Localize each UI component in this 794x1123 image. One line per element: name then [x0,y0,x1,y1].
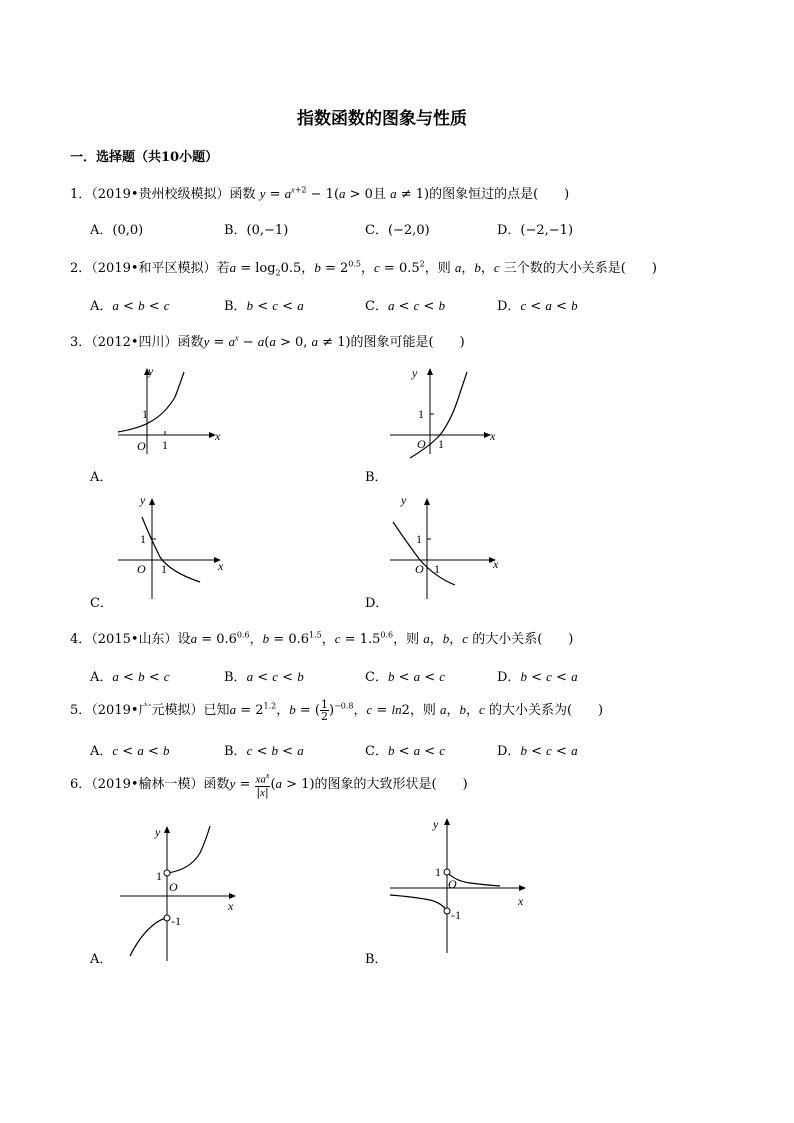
x-label: x [228,899,234,913]
graph-3c [110,492,235,602]
option-1a[interactable]: A．(0,0) [90,223,144,238]
question-source: （2019•榆林一模） [91,776,204,792]
neg-one-label: -1 [171,914,181,928]
y-label: y [412,366,418,380]
graph-3a [110,362,230,457]
one-label: 1 [142,407,148,421]
question-source: （2019•广元模拟） [91,703,204,718]
question-number: 1． [70,187,92,202]
graph-6b [385,815,535,955]
x-label: x [490,429,496,443]
question-number: 2． [70,261,92,276]
option-1d[interactable]: D．(−2,−1) [497,223,574,238]
option-5d[interactable]: D．b < c < a [497,743,578,759]
option-1c[interactable]: C．(−2,0) [365,223,430,238]
x-label: x [518,894,524,908]
option-2a[interactable]: A．a < b < c [90,298,170,314]
question-number: 6． [70,776,92,792]
x-label: x [215,429,221,443]
question-5: 5．（2019•广元模拟）已知$a = 2^{1.2}$，b = ( $\frac{1}{2}$ )$^{-0.8}$，c = ln2，则 a，b，c 的大小关系为( ) [70,698,604,723]
x-label: x [218,559,224,573]
y-label: y [155,825,161,839]
question-stem-pre: 设 [177,632,191,647]
page-title: 指数函数的图象与性质 [297,109,467,129]
y-label: y [401,493,407,507]
section-heading: 一．选择题（共10小题） [70,150,219,165]
option-6a[interactable]: A． [90,952,113,967]
one-label: 1 [140,532,146,546]
option-1b[interactable]: B．(0,−1) [224,223,289,238]
y-label: y [140,493,146,507]
option-2b[interactable]: B．b < c < a [224,298,304,314]
question-stem-pre: 函数 [229,187,256,202]
option-6b[interactable]: B． [365,952,388,967]
one-label: 1 [418,407,424,421]
question-stem-post: 的图象的大致形状是( ) [314,776,468,792]
origin-label: O [448,877,457,891]
option-4a[interactable]: A．a < b < c [90,669,170,685]
graph-3b [385,362,505,457]
one-label: 1 [434,562,440,576]
option-3d[interactable]: D． [365,596,389,611]
question-source: （2015•山东） [91,632,178,647]
origin-label: O [169,880,178,894]
y-label: y [433,817,439,831]
question-stem-pre: 函数 [177,335,204,350]
question-2: 2．（2019•和平区模拟）若$a = \log_20.5$，$b = 2^{0.5}$，$c = 0.5^2$，则 a，b，c 三个数的大小关系是( ) [70,259,657,278]
question-stem-pre: 已知 [203,703,230,718]
option-5c[interactable]: C．b < a < c [365,743,446,759]
question-1: 1．（2019•贵州校级模拟）函数 $y = a^{x+2} - 1(a > 0$且 a ≠ 1)的图象恒过的点是( ) [70,185,570,202]
option-3a[interactable]: A． [90,470,113,485]
question-stem-pre: 若 [216,261,230,276]
y-label: y [148,364,154,378]
question-6: 6．（2019•榆林一模）函数y = $\frac{xa^x}{|x|}$ (a > 1)的图象的大致形状是( ) [70,771,468,799]
graph-6a [110,818,250,963]
option-5b[interactable]: B．c < b < a [224,743,304,759]
option-3b[interactable]: B． [365,470,388,485]
question-number: 5． [70,703,92,718]
question-4: 4．（2015•山东）设$a = 0.6^{0.6}$，$b = 0.6^{1.5}$，$c = 1.5^{0.6}$，则 a，b，c 的大小关系( ) [70,630,574,647]
one-label: 1 [161,562,167,576]
question-source: （2019•贵州校级模拟） [91,187,230,202]
neg-one-label: -1 [451,908,461,922]
option-2c[interactable]: C．a < c < b [365,298,446,314]
x-label: x [493,557,499,571]
option-2d[interactable]: D．c < a < b [497,298,578,314]
option-3c[interactable]: C． [90,596,113,611]
question-3: 3．（2012•四川）函数$y = a^x - a(a > 0$, a ≠ 1)的图象可能是( ) [70,333,465,350]
option-5a[interactable]: A．c < a < b [90,743,170,759]
one-label: 1 [416,532,422,546]
one-label: 1 [162,438,168,452]
one-label: 1 [438,437,444,451]
origin-label: O [137,562,146,576]
origin-label: O [137,439,146,453]
graph-3d [385,492,510,602]
question-stem-post: 的图象可能是( ) [350,335,465,350]
question-source: （2012•四川） [91,335,178,350]
option-4c[interactable]: C．b < a < c [365,669,446,685]
question-number: 4． [70,632,92,647]
question-stem-post: 的图象恒过的点是( ) [429,187,570,202]
question-stem-pre: 函数 [203,776,230,792]
origin-label: O [417,437,426,451]
option-4d[interactable]: D．b < c < a [497,669,578,685]
origin-label: O [415,562,424,576]
one-label: 1 [435,865,441,879]
option-4b[interactable]: B．a < c < b [224,669,304,685]
question-number: 3． [70,335,92,350]
question-source: （2019•和平区模拟） [91,261,217,276]
one-label: 1 [156,869,162,883]
